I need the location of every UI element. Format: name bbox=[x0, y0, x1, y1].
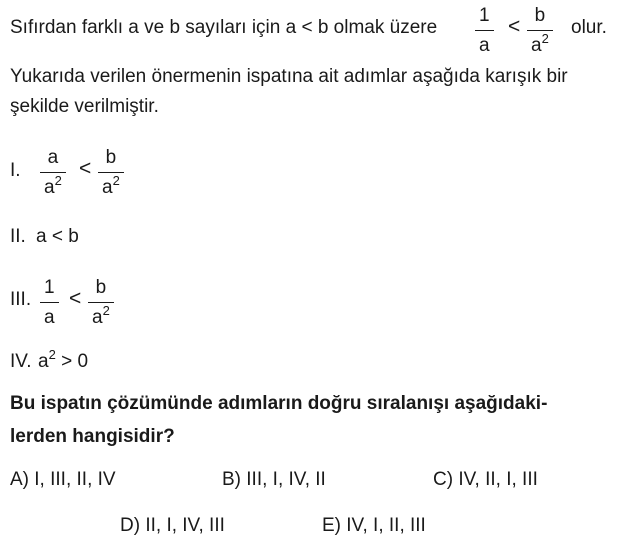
less-than-sign: < bbox=[508, 15, 521, 38]
option-e[interactable]: E) IV, I, II, III bbox=[322, 515, 426, 536]
step-IV-label: IV. bbox=[10, 351, 32, 372]
fraction-denominator: $a^2$ bbox=[531, 31, 549, 57]
body-line-1: Yukarıda verilen önermenin ispatına ait adımlar aşağıda karışık bir bbox=[10, 66, 568, 87]
step-IV-expression: $a^2 > 0$ bbox=[38, 347, 89, 372]
fraction-denominator: a bbox=[44, 307, 55, 329]
option-d[interactable]: D) II, I, IV, III bbox=[120, 515, 225, 536]
step-I-left-fraction bbox=[40, 148, 66, 197]
step-III-right-fraction bbox=[88, 278, 114, 327]
intro-text: Sıfırdan farklı a ve b sayıları için a < b olmak üzere bbox=[10, 17, 438, 38]
question-line-1: Bu ispatın çözümünde adımların doğru sıralanışı aşağıdaki- bbox=[10, 393, 548, 414]
option-b[interactable]: B) III, I, IV, II bbox=[222, 469, 326, 490]
fraction-denominator: a bbox=[479, 35, 490, 57]
fraction-denominator: $a^2$ bbox=[92, 303, 110, 329]
fraction-denominator: $a^2$ bbox=[102, 173, 120, 199]
step-I-right-fraction bbox=[98, 148, 124, 197]
fraction-numerator: 1 bbox=[479, 5, 490, 26]
fraction-numerator: a bbox=[47, 147, 59, 168]
option-c[interactable]: C) IV, II, I, III bbox=[433, 469, 538, 490]
option-a[interactable]: A) I, III, II, IV bbox=[10, 469, 116, 490]
fraction-denominator: $a^2$ bbox=[44, 173, 62, 199]
step-II-expression: a < b bbox=[36, 226, 79, 247]
question-line-2: lerden hangisidir? bbox=[10, 426, 175, 447]
intro-fraction-1-over-a bbox=[475, 6, 494, 55]
step-II-label: II. bbox=[10, 226, 26, 247]
less-than-sign: < bbox=[69, 287, 82, 310]
fraction-numerator: 1 bbox=[44, 277, 55, 298]
less-than-sign: < bbox=[79, 157, 92, 180]
step-III-left-fraction bbox=[40, 278, 59, 327]
step-III-label: III. bbox=[10, 289, 32, 310]
step-I-label: I. bbox=[10, 160, 21, 181]
fraction-numerator: b bbox=[534, 5, 546, 26]
body-line-2: şekilde verilmiştir. bbox=[10, 96, 159, 117]
intro-fraction-b-over-a-squared bbox=[527, 6, 553, 55]
fraction-numerator: b bbox=[105, 147, 117, 168]
intro-suffix: olur. bbox=[571, 17, 607, 38]
fraction-numerator: b bbox=[95, 277, 107, 298]
